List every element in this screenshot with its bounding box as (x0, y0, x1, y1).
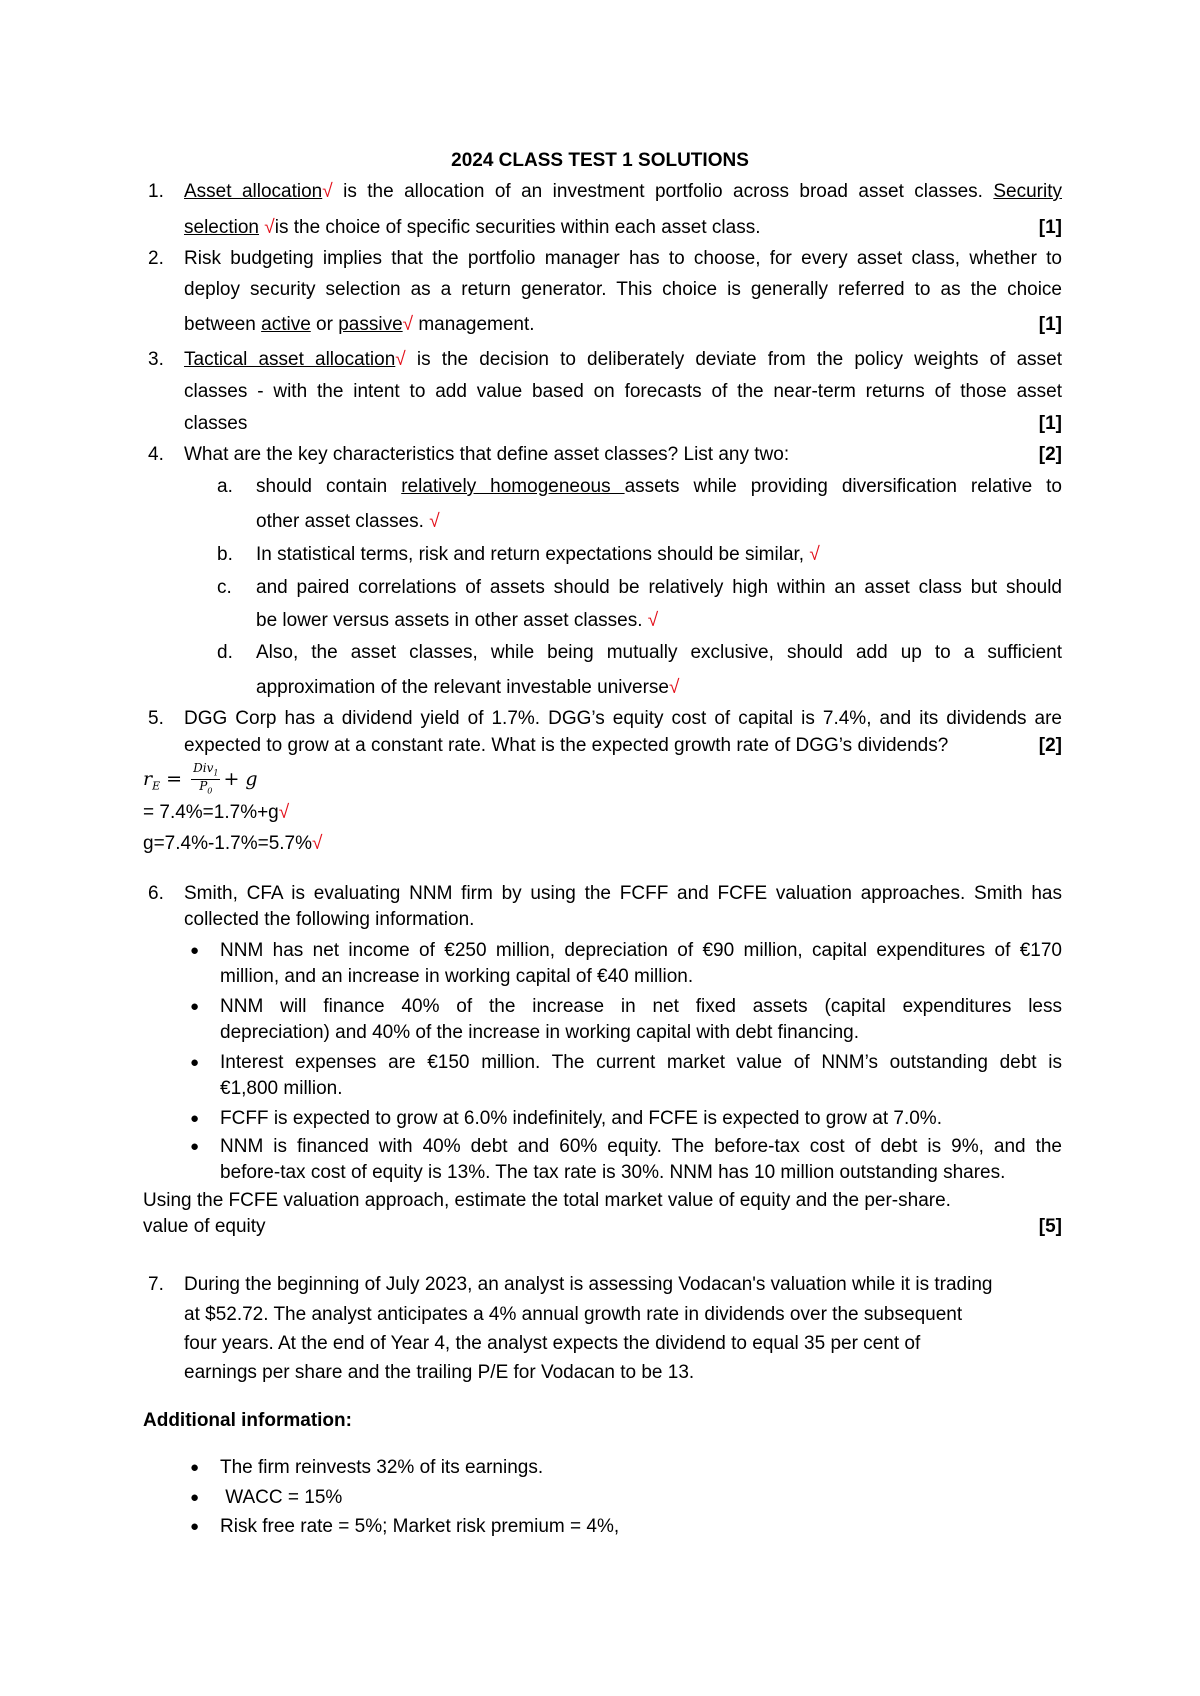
q4-item-b-line1 (256, 543, 820, 567)
q6-bullet2-line2: depreciation) and 40% of the increase in working capital with debt financing. (220, 1022, 859, 1043)
q2-text-between: between (184, 314, 262, 335)
q2-text-management: management. (413, 314, 535, 335)
bullet-icon: ● (190, 942, 200, 959)
q3-term-tactical-asset-allocation: Tactical asset allocation (184, 349, 396, 370)
q1-term-security: Security (993, 181, 1062, 202)
q6-closing2: value of equity (143, 1216, 266, 1237)
q7-number: 7. (148, 1274, 164, 1295)
q6-bullet5-line2: before-tax cost of equity is 13%. The tax rate is 30%. NNM has 10 million outstanding shares. (220, 1162, 1006, 1183)
q4-item-b-text: In statistical terms, risk and return expectations should be similar, (256, 544, 810, 565)
q7-line4: earnings per share and the trailing P/E for Vodacan to be 13. (184, 1362, 695, 1383)
q4-question: What are the key characteristics that define asset classes? List any two: (184, 444, 790, 465)
q6-bullet1-line2: million, and an increase in working capital of €40 million. (220, 966, 694, 987)
checkmark-icon: √ (402, 314, 414, 335)
bullet-icon: ● (190, 1489, 200, 1506)
q3-number: 3. (148, 349, 164, 370)
q4-item-a-pre: should contain (256, 476, 402, 497)
checkmark-icon: √ (278, 802, 290, 823)
q1-number: 1. (148, 181, 164, 202)
q2-line2: deploy security selection as a return generator. This choice is generally referred to as the choice (184, 279, 1062, 300)
q2-term-active: active (261, 314, 311, 335)
bullet-icon: ● (190, 1110, 200, 1127)
formula-p: P (199, 779, 208, 794)
q6-line1: Smith, CFA is evaluating NNM firm by using the FCFF and FCFE valuation approaches. Smith has (184, 883, 1062, 904)
q1-term-selection: selection (184, 217, 259, 238)
q4-item-a-text2: other asset classes. (256, 511, 430, 532)
bullet-icon: ● (190, 1518, 200, 1535)
formula-plus-g: + g (223, 767, 258, 790)
q4-item-c-line2 (256, 609, 658, 633)
q5-marks: [2] (1038, 735, 1062, 756)
q5-formula (143, 762, 258, 802)
q3-text-1: is the decision to deliberately deviate from the policy weights of asset (405, 349, 1062, 370)
q6-bullet5-line1: NNM is financed with 40% debt and 60% equity. The before-tax cost of debt is 9%, and the (220, 1136, 1062, 1157)
q6-marks: [5] (1038, 1216, 1062, 1237)
q6-bullet2-line1: NNM will finance 40% of the increase in net fixed assets (capital expenditures less (220, 996, 1062, 1017)
bullet-icon: ● (190, 1138, 200, 1155)
q2-line1: Risk budgeting implies that the portfolio manager has to choose, for every asset class, whether to (184, 248, 1062, 269)
q6-bullet1-line1: NNM has net income of €250 million, depreciation of €90 million, capital expenditures of €170 (220, 940, 1062, 961)
q2-line3 (184, 313, 535, 337)
q4-item-a-line2 (256, 510, 440, 534)
formula-denominator (191, 780, 220, 797)
q2-number: 2. (148, 248, 164, 269)
formula-r: r (143, 767, 153, 790)
page-title: 2024 CLASS TEST 1 SOLUTIONS (451, 150, 749, 171)
q5-calc1-text: = 7.4%=1.7%+g (143, 802, 279, 823)
q5-line1: DGG Corp has a dividend yield of 1.7%. DGG’s equity cost of capital is 7.4%, and its dividends are (184, 708, 1062, 729)
q4-item-c-text2: be lower versus assets in other asset classes. (256, 610, 648, 631)
formula-div-subscript: 1 (213, 768, 219, 778)
q7-line1: During the beginning of July 2023, an analyst is assessing Vodacan's valuation while it is trading (184, 1274, 993, 1295)
bullet-icon: ● (190, 1459, 200, 1476)
additional-bullet-2: WACC = 15% (220, 1487, 343, 1508)
q6-bullet3-line1: Interest expenses are €150 million. The current market value of NNM’s outstanding debt is (220, 1052, 1062, 1073)
q4-item-c-line1: and paired correlations of assets should be relatively high within an asset class but should (256, 577, 1062, 598)
q6-bullet4-line1: FCFF is expected to grow at 6.0% indefinitely, and FCFE is expected to grow at 7.0%. (220, 1108, 942, 1129)
q7-line3: four years. At the end of Year 4, the analyst expects the dividend to equal 35 per cent of (184, 1333, 921, 1354)
q4-item-d-line2 (256, 676, 679, 700)
q5-calc2 (143, 832, 322, 856)
q1-line1 (184, 180, 1062, 204)
formula-p-subscript: 0 (207, 786, 213, 796)
q4-item-label-d: d. (217, 642, 233, 663)
q5-calc2-text: g=7.4%-1.7%=5.7% (143, 833, 313, 854)
q1-line2 (184, 216, 761, 240)
q4-item-label-b: b. (217, 544, 233, 565)
formula-numerator (191, 762, 220, 780)
checkmark-icon: √ (668, 677, 680, 698)
q3-line1 (184, 348, 1062, 372)
q4-marks: [2] (1038, 444, 1062, 465)
q2-marks: [1] (1038, 314, 1062, 335)
additional-heading: Additional information: (143, 1410, 352, 1431)
checkmark-icon: √ (647, 610, 659, 631)
q4-item-a-post: assets while providing diversification relative to (624, 476, 1062, 497)
q4-item-d-line1: Also, the asset classes, while being mutually exclusive, should add up to a sufficient (256, 642, 1062, 663)
q6-bullet3-line2: €1,800 million. (220, 1078, 343, 1099)
checkmark-icon: √ (429, 511, 440, 532)
q6-closing1: Using the FCFE valuation approach, estimate the total market value of equity and the per-share. (143, 1190, 951, 1211)
q4-number: 4. (148, 444, 164, 465)
q4-item-a-underlined: relatively homogeneous (401, 476, 625, 497)
q3-marks: [1] (1038, 413, 1062, 434)
formula-r-subscript: E (152, 779, 161, 793)
additional-bullet-1: The firm reinvests 32% of its earnings. (220, 1457, 544, 1478)
q3-line3: classes (184, 413, 248, 434)
checkmark-icon: √ (322, 181, 333, 202)
q5-calc1 (143, 801, 289, 825)
formula-fraction (191, 762, 220, 798)
q5-number: 5. (148, 708, 164, 729)
checkmark-icon: √ (264, 217, 275, 238)
q2-text-or: or (310, 314, 339, 335)
bullet-icon: ● (190, 1054, 200, 1071)
q1-text-b: is the choice of specific securities within each asset class. (274, 217, 761, 238)
checkmark-icon: √ (395, 349, 406, 370)
q4-item-a-line1 (256, 475, 1062, 499)
q2-term-passive: passive (338, 314, 403, 335)
q1-marks: [1] (1038, 217, 1062, 238)
q4-item-label-c: c. (217, 577, 232, 598)
q6-number: 6. (148, 883, 164, 904)
q6-line2: collected the following information. (184, 909, 475, 930)
q5-line2: expected to grow at a constant rate. What is the expected growth rate of DGG’s dividends? (184, 735, 949, 756)
formula-equals: = (160, 767, 189, 790)
q1-text-a: is the allocation of an investment portfolio across broad asset classes. (332, 181, 994, 202)
q4-item-d-text2: approximation of the relevant investable universe (256, 677, 669, 698)
q4-item-label-a: a. (217, 476, 233, 497)
q1-term-asset-allocation: Asset allocation (184, 181, 323, 202)
q7-line2: at $52.72. The analyst anticipates a 4% annual growth rate in dividends over the subsequent (184, 1304, 963, 1325)
additional-bullet-3: Risk free rate = 5%; Market risk premium = 4%, (220, 1516, 620, 1537)
q3-line2: classes - with the intent to add value based on forecasts of the near-term returns of those asset (184, 381, 1062, 402)
bullet-icon: ● (190, 998, 200, 1015)
formula-div: Div (193, 761, 214, 775)
checkmark-icon: √ (809, 544, 820, 565)
checkmark-icon: √ (312, 833, 323, 854)
